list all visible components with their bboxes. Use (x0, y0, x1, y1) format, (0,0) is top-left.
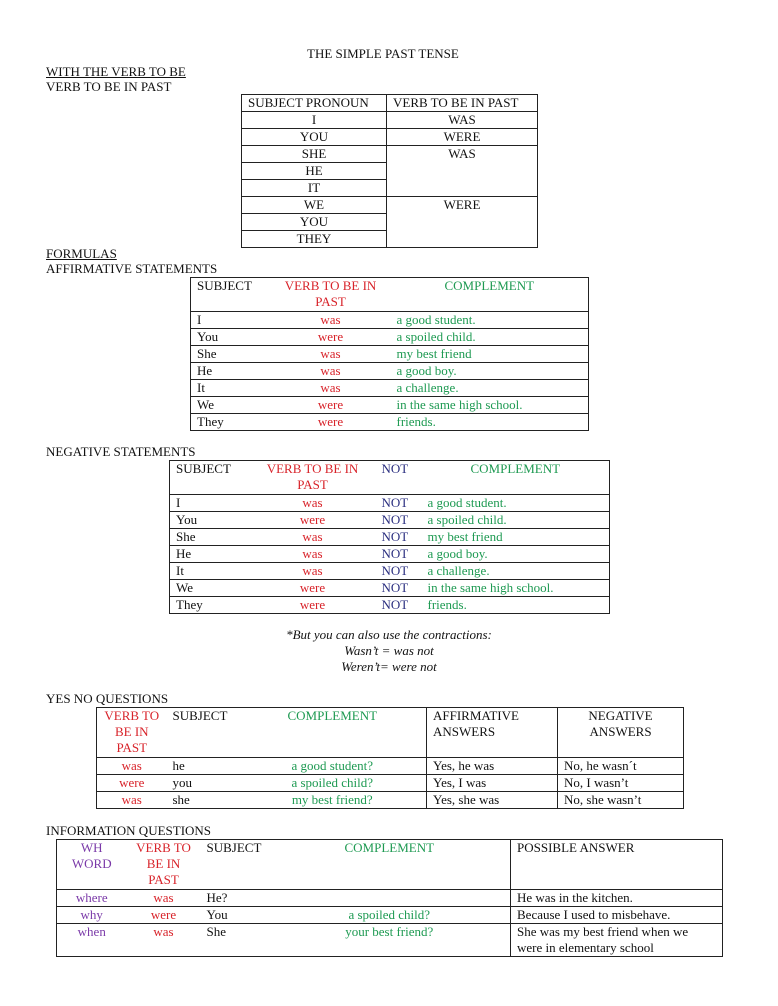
wh-word-cell: where (57, 890, 127, 907)
affirmative-answer-cell: Yes, she was (427, 792, 558, 809)
info-table (56, 839, 723, 957)
header-verb: VERB TO BE IN PAST (250, 461, 376, 495)
not-cell: NOT (376, 529, 422, 546)
pronoun-cell: THEY (242, 231, 387, 248)
header-verb: VERB TO BE IN PAST (271, 278, 391, 312)
affirmative-table (190, 277, 589, 431)
section-heading-verb-past: VERB TO BE IN PAST (46, 79, 172, 94)
complement-cell: a spoiled child. (391, 329, 589, 346)
wh-word-cell: why (57, 907, 127, 924)
complement-cell: a good boy. (391, 363, 589, 380)
pronoun-cell: I (242, 112, 387, 129)
complement-cell: a spoiled child? (239, 775, 427, 792)
affirmative-answer-cell: Yes, I was (427, 775, 558, 792)
affirmative-heading: AFFIRMATIVE STATEMENTS (46, 261, 218, 276)
verb-cell: were (250, 580, 376, 597)
subject-cell: You (191, 329, 271, 346)
verb-cell: were (250, 597, 376, 614)
subject-cell: She (201, 924, 269, 957)
header-subject: SUBJECT (191, 278, 271, 312)
complement-cell: a challenge. (422, 563, 610, 580)
subject-cell: They (191, 414, 271, 431)
header-subject: SUBJECT (167, 708, 239, 758)
verb-cell: was (127, 890, 201, 907)
subject-cell: We (191, 397, 271, 414)
possible-answer-cell: He was in the kitchen. (511, 890, 723, 907)
negative-answer-cell: No, she wasn’t (558, 792, 684, 809)
verb-cell: was (271, 363, 391, 380)
verb-cell: WAS (387, 112, 538, 129)
complement-cell: in the same high school. (391, 397, 589, 414)
complement-cell: a spoiled child. (422, 512, 610, 529)
subject-cell: He? (201, 890, 269, 907)
not-cell: NOT (376, 495, 422, 512)
subject-cell: She (191, 346, 271, 363)
complement-cell: friends. (422, 597, 610, 614)
pronoun-cell: YOU (242, 129, 387, 146)
verb-cell: was (271, 346, 391, 363)
pronoun-cell: HE (242, 163, 387, 180)
complement-cell: a good student. (422, 495, 610, 512)
wh-word-cell: when (57, 924, 127, 957)
header-verb: VERB TO BE IN PAST (127, 840, 201, 890)
yesno-heading: YES NO QUESTIONS (46, 691, 169, 706)
complement-cell: friends. (391, 414, 589, 431)
verb-cell: was (250, 563, 376, 580)
header-subject: SUBJECT (170, 461, 250, 495)
not-cell: NOT (376, 580, 422, 597)
pronoun-cell: WE (242, 197, 387, 214)
header-complement: COMPLEMENT (239, 708, 427, 758)
subject-cell: She (170, 529, 250, 546)
complement-cell: a good boy. (422, 546, 610, 563)
pronoun-cell: IT (242, 180, 387, 197)
header-complement: COMPLEMENT (391, 278, 589, 312)
subject-cell: You (201, 907, 269, 924)
not-cell: NOT (376, 546, 422, 563)
complement-cell: a spoiled child? (269, 907, 511, 924)
not-cell: NOT (376, 597, 422, 614)
verb-cell: was (250, 529, 376, 546)
page-title: THE SIMPLE PAST TENSE (307, 46, 459, 61)
possible-answer-cell: Because I used to misbehave. (511, 907, 723, 924)
subject-cell: It (191, 380, 271, 397)
header-negative-answers: NEGATIVE ANSWERS (558, 708, 684, 758)
header-not: NOT (376, 461, 422, 495)
verb-cell: was (250, 495, 376, 512)
pronoun-cell: YOU (242, 214, 387, 231)
yesno-table (96, 707, 684, 809)
subject-cell: you (167, 775, 239, 792)
formulas-heading: FORMULAS (46, 246, 117, 261)
header-verb: VERB TO BE IN PAST (97, 708, 167, 758)
header-verb-past: VERB TO BE IN PAST (387, 95, 538, 112)
complement-cell: a good student? (239, 758, 427, 775)
subject-cell: It (170, 563, 250, 580)
header-subject: SUBJECT (201, 840, 269, 890)
verb-cell: was (271, 380, 391, 397)
negative-answer-cell: No, I wasn’t (558, 775, 684, 792)
verb-cell: was (127, 924, 201, 957)
verb-cell: was (97, 758, 167, 775)
complement-cell: my best friend (391, 346, 589, 363)
affirmative-answer-cell: Yes, he was (427, 758, 558, 775)
pronoun-cell: SHE (242, 146, 387, 163)
contraction-werent: Weren’t= were not (341, 659, 437, 674)
subject-cell: I (191, 312, 271, 329)
header-subject-pronoun: SUBJECT PRONOUN (242, 95, 387, 112)
verb-cell: were (250, 512, 376, 529)
subject-cell: He (170, 546, 250, 563)
verb-cell: was (97, 792, 167, 809)
complement-cell: a good student. (391, 312, 589, 329)
verb-cell: WAS (387, 146, 538, 197)
negative-answer-cell: No, he wasn´t (558, 758, 684, 775)
subject-cell: We (170, 580, 250, 597)
verb-cell: WERE (387, 129, 538, 146)
verb-cell: were (271, 414, 391, 431)
subject-cell: They (170, 597, 250, 614)
possible-answer-cell: She was my best friend when we were in elementary school (511, 924, 723, 957)
complement-cell: my best friend? (239, 792, 427, 809)
info-heading: INFORMATION QUESTIONS (46, 823, 212, 838)
contractions-note: *But you can also use the contractions: (286, 627, 492, 642)
complement-cell: a challenge. (391, 380, 589, 397)
negative-heading: NEGATIVE STATEMENTS (46, 444, 196, 459)
complement-cell: your best friend? (269, 924, 511, 957)
subject-cell: You (170, 512, 250, 529)
verb-cell: were (97, 775, 167, 792)
complement-cell: my best friend (422, 529, 610, 546)
subject-cell: I (170, 495, 250, 512)
header-possible-answer: POSSIBLE ANSWER (511, 840, 723, 890)
verb-cell: were (271, 397, 391, 414)
section-heading-with-verb: WITH THE VERB TO BE (46, 64, 186, 79)
verb-cell: was (250, 546, 376, 563)
header-affirmative-answers: AFFIRMATIVE ANSWERS (427, 708, 558, 758)
verb-to-be-table (241, 94, 538, 248)
header-complement: COMPLEMENT (422, 461, 610, 495)
complement-cell (269, 890, 511, 907)
verb-cell: WERE (387, 197, 538, 248)
verb-cell: were (271, 329, 391, 346)
verb-cell: was (271, 312, 391, 329)
not-cell: NOT (376, 512, 422, 529)
verb-cell: were (127, 907, 201, 924)
negative-table (169, 460, 610, 614)
contraction-wasnt: Wasn’t = was not (344, 643, 434, 658)
not-cell: NOT (376, 563, 422, 580)
header-complement: COMPLEMENT (269, 840, 511, 890)
subject-cell: she (167, 792, 239, 809)
header-wh-word: WH WORD (57, 840, 127, 890)
complement-cell: in the same high school. (422, 580, 610, 597)
subject-cell: he (167, 758, 239, 775)
subject-cell: He (191, 363, 271, 380)
